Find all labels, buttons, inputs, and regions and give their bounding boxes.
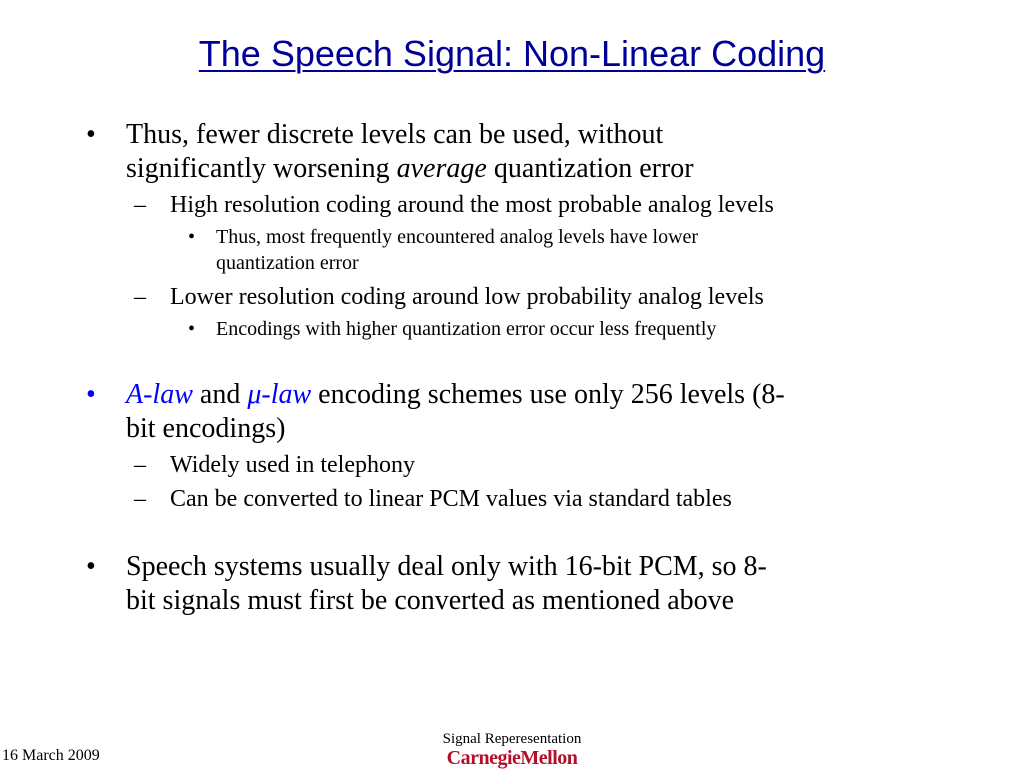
slide-title: The Speech Signal: Non-Linear Coding <box>198 33 826 74</box>
bullet-mark: • <box>86 551 96 582</box>
carnegie-mellon-logo: CarnegieMellon <box>446 747 578 769</box>
bullet-alaw-mulaw <box>86 378 936 446</box>
footer-topic: Signal Reperesentation <box>442 731 582 747</box>
dash-mark: – <box>134 486 146 512</box>
dash-mark: – <box>134 452 146 478</box>
term-mu-law: -law <box>261 379 312 410</box>
sub-sub-bullet-text: Thus, most frequently encountered analog levels have lower <box>216 226 699 248</box>
sub-bullet-telephony <box>86 450 936 480</box>
term-a-law: A-law <box>126 379 193 410</box>
bullet-text: significantly worsening <box>126 153 397 184</box>
dash-mark: – <box>134 284 146 310</box>
bullet-text: quantization error <box>486 153 694 184</box>
bullet-text: Speech systems usually deal only with 16-bit PCM, so 8- <box>126 551 767 582</box>
footer-center <box>412 730 612 768</box>
sub-bullet-high-resolution <box>86 190 936 220</box>
sub-bullet-convert-pcm <box>86 484 936 514</box>
bullet-mark: • <box>188 226 196 248</box>
dash-mark: – <box>134 192 146 218</box>
bullet-fewer-levels <box>86 118 936 186</box>
bullet-text: and <box>192 379 248 410</box>
bullet-mark: • <box>86 379 96 410</box>
bullet-text: Thus, fewer discrete levels can be used, without <box>126 119 664 150</box>
sub-bullet-low-resolution <box>86 282 936 312</box>
sub-sub-bullet-text: Encodings with higher quantization error occur less frequently <box>216 318 717 340</box>
bullet-text: encoding schemes use only 256 levels (8- <box>311 379 785 410</box>
footer-date: 16 March 2009 <box>2 747 100 764</box>
sub-bullet-text: Can be converted to linear PCM values via standard tables <box>170 486 732 512</box>
sub-sub-bullet-lower-error <box>86 224 936 276</box>
bullet-mark: • <box>188 318 196 340</box>
bullet-text: bit signals must first be converted as mentioned above <box>126 585 735 616</box>
bullet-speech-systems <box>86 550 936 618</box>
slide-content <box>86 118 936 618</box>
bullet-mark: • <box>86 119 96 150</box>
sub-bullet-text: Widely used in telephony <box>170 452 415 478</box>
sub-bullet-text: High resolution coding around the most probable analog levels <box>170 192 774 218</box>
emphasis-average: average <box>396 153 487 184</box>
sub-sub-bullet-text: quantization error <box>216 252 359 274</box>
sub-bullet-text: Lower resolution coding around low probability analog levels <box>170 284 764 310</box>
bullet-text: bit encodings) <box>126 413 286 444</box>
sub-sub-bullet-encodings <box>86 316 936 342</box>
term-mu-symbol: μ <box>247 379 262 410</box>
